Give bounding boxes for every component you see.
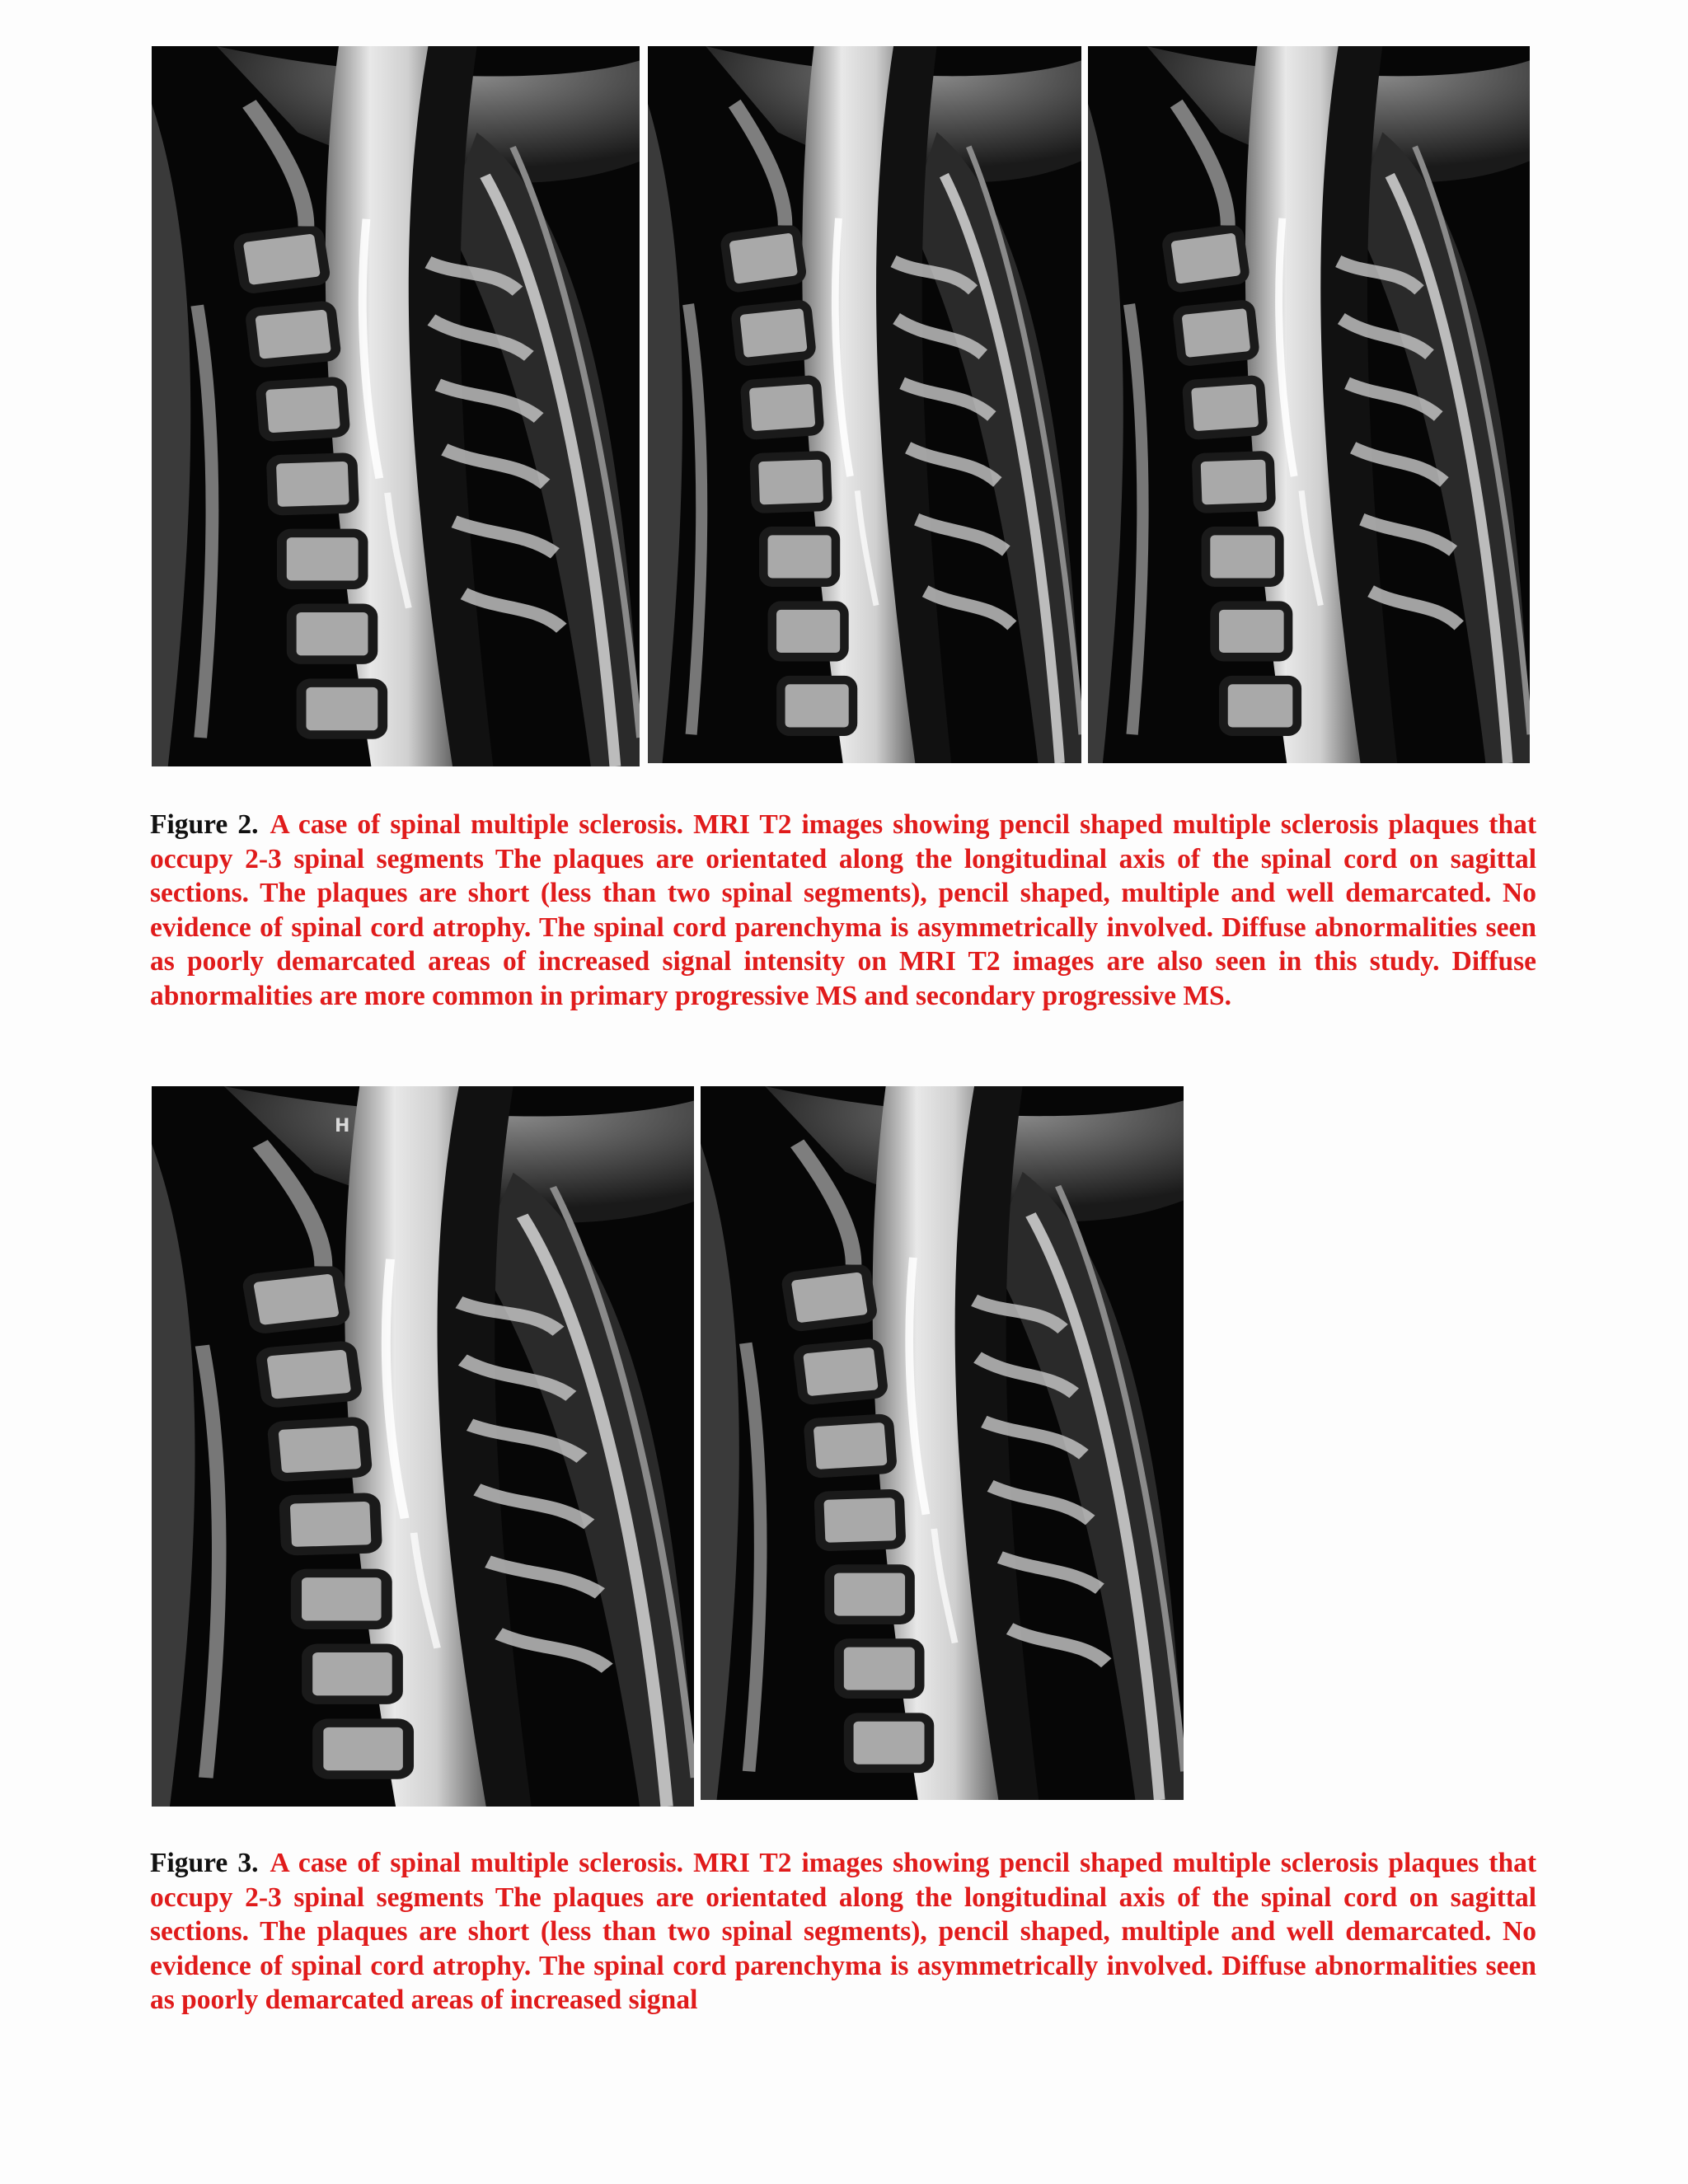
figure3-caption [150,1846,1536,2018]
figure3-label: Figure 3. [150,1848,259,1878]
figure3-mri-image-1 [152,1086,694,1807]
figure2-label: Figure 2. [150,809,259,840]
figure2-caption-text: A case of spinal multiple sclerosis. MRI T2 images showing pencil shaped multiple sclerosis plaques that occupy 2-3 spinal segments The plaques are orientated along the longitudinal axis of the spinal cord on sagittal sections. The plaques are short (less than two spinal segments), pencil shaped, multiple and well demarcated. No evidence of spinal cord atrophy. The spinal cord parenchyma is asymmetrically involved. Diffuse abnormalities seen as poorly demarcated areas of increased signal intensity on MRI T2 images are also seen in this study. Diffuse abnormalities are more common in primary progressive MS and secondary progressive MS. [150,809,1536,1011]
figure2-mri-image-3 [1088,46,1530,763]
image-orientation-marker: H [335,1116,350,1137]
figure2-mri-image-2 [648,46,1081,763]
figure3-caption-text: A case of spinal multiple sclerosis. MRI T2 images showing pencil shaped multiple sclerosis plaques that occupy 2-3 spinal segments The plaques are orientated along the longitudinal axis of the spinal cord on sagittal sections. The plaques are short (less than two spinal segments), pencil shaped, multiple and well demarcated. No evidence of spinal cord atrophy. The spinal cord parenchyma is asymmetrically involved. Diffuse abnormalities seen as poorly demarcated areas of increased signal [150,1848,1536,2015]
figure2-mri-image-1 [152,46,640,766]
figure3-mri-image-2 [701,1086,1184,1800]
figure2-caption [150,808,1536,1013]
